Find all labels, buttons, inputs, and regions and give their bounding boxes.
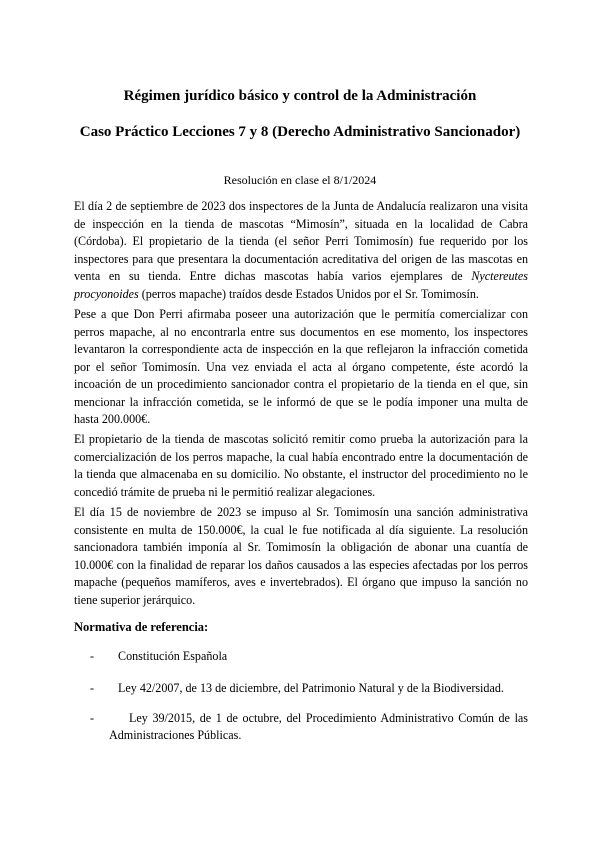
paragraph-1-text-b: (perros mapache) traídos desde Estados Unidos por el Sr. Tomimosín. (138, 286, 479, 301)
references-heading: Normativa de referencia: (74, 620, 209, 634)
paragraph-1 (74, 198, 528, 303)
list-bullet: - (90, 681, 95, 695)
paragraph-2: Pese a que Don Perri afirmaba poseer una autorización que le permitía comercializar con perros mapache, al no encontrarla entre sus documentos en ese momento, los inspectores levantaron la correspondiente acta de inspección en la que reflejaron la infracción cometida por el señor Tomimosín. Una vez enviada el acta al órgano competente, éste acordó la incoación de un procedimiento sancionador contra el propietario de la tienda en el que, sin mencionar la infracción cometida, se le informó de que se le podía imponer una multa de hasta 200.000€. (74, 307, 528, 426)
resolution-date: Resolución en clase el 8/1/2024 (223, 173, 377, 187)
list-bullet: - (90, 649, 95, 663)
species-name: Nyctereutes procyonoides (74, 269, 528, 301)
paragraph-1-text-a: El día 2 de septiembre de 2023 dos inspectores de la Junta de Andalucía realizaron una visita de inspección en la tienda de mascotas “Mimosín”, situada en la localidad de Cabra (Córdoba). El propietario de la tienda (el señor Perri Tomimosín) fue requerido por los inspectores para que presentara la documentación acreditativa del origen de las mascotas en venta en su tienda. Entre dichas mascotas había varios ejemplares de (74, 199, 528, 283)
list-bullet: - (90, 711, 95, 725)
paragraph-3: El propietario de la tienda de mascotas solicitó remitir como prueba la autorización para la comercialización de los perros mapache, la cual había encontrado entre la documentación de la tienda que almacenaba en su domicilio. No obstante, el instructor del procedimiento no le concedió trámite de prueba ni le permitió realizar alegaciones. (74, 432, 528, 499)
list-item-text: Constitución Española (118, 649, 228, 663)
list-item (74, 648, 528, 665)
list-item (74, 680, 528, 697)
document-subtitle: Caso Práctico Lecciones 7 y 8 (Derecho Administrativo Sancionador) (79, 124, 521, 140)
list-item-text: Ley 42/2007, de 13 de diciembre, del Patrimonio Natural y de la Biodiversidad. (118, 681, 504, 695)
document-title: Régimen jurídico básico y control de la Administración (123, 88, 477, 104)
list-item-text: Ley 39/2015, de 1 de octubre, del Procedimiento Administrativo Común de las Administraciones Públicas. (109, 711, 528, 742)
paragraph-4: El día 15 de noviembre de 2023 se impuso al Sr. Tomimosín una sanción administrativa consistente en multa de 150.000€, la cual le fue notificada al día siguiente. La resolución sancionadora también imponía al Sr. Tomimosín la obligación de abonar una cuantía de 10.000€ con la finalidad de reparar los daños causados a las especies afectadas por los perros mapache (pequeños mamíferos, aves e invertebrados). El órgano que impuso la sanción no tiene superior jerárquico. (74, 505, 528, 607)
list-item (74, 710, 528, 744)
